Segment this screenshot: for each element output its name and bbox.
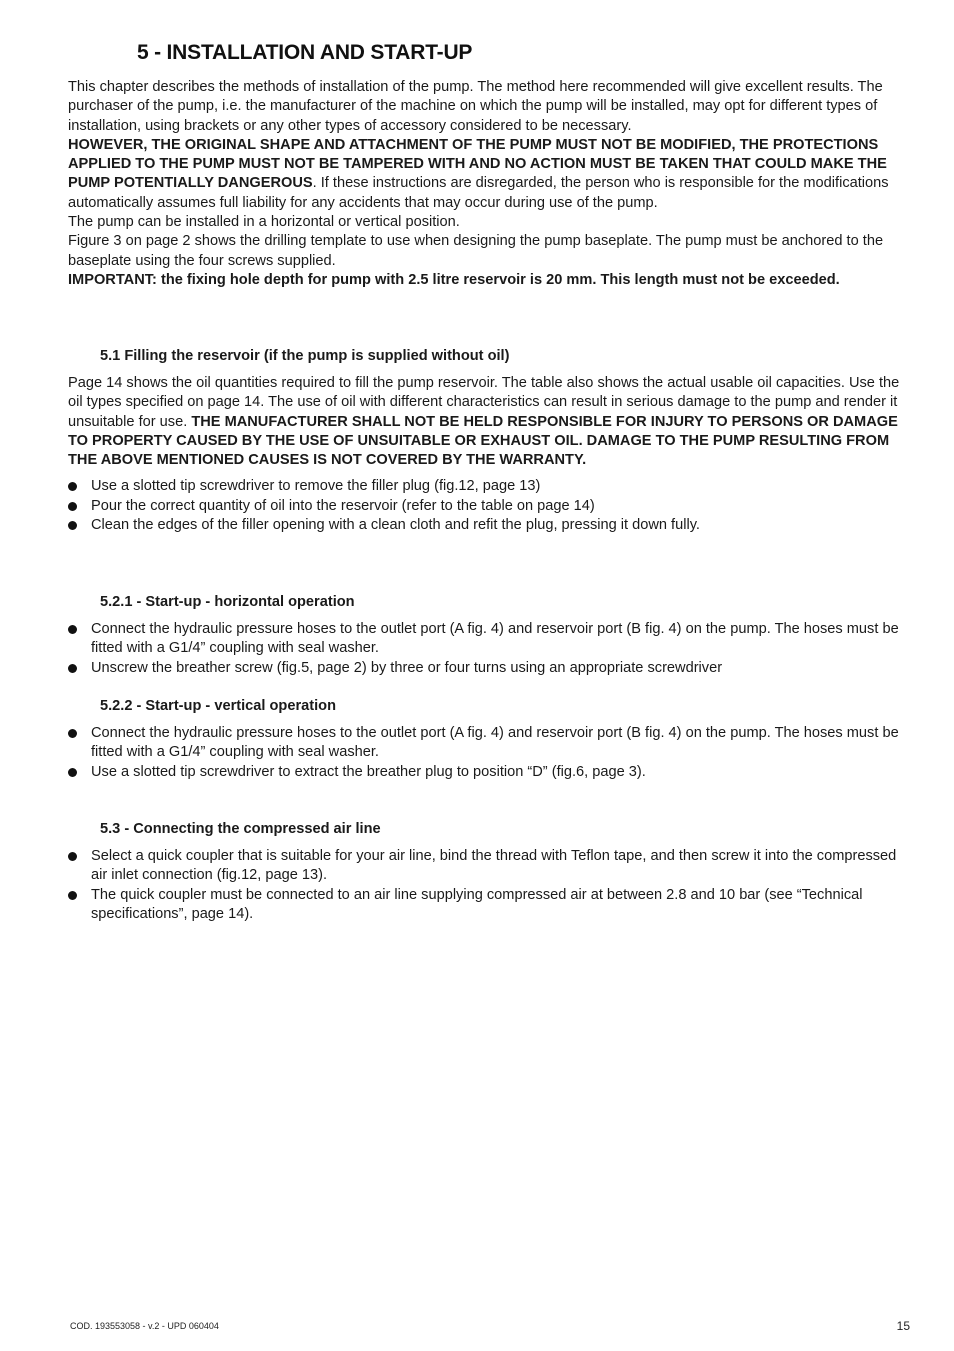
section-5-3-title: 5.3 - Connecting the compressed air line	[100, 821, 381, 837]
footer-page-number: 15	[896, 1319, 910, 1333]
section-5-1-warning-bold: THE MANUFACTURER SHALL NOT BE HELD RESPONSIBLE FOR INJURY TO PERSONS OR DAMAGE TO PROPERTY CAUSED BY THE USE OF UNSUITABLE OR EXHAUST OIL. DAMAGE TO THE PUMP RESULTING FROM THE ABOVE MENTIONED CAUSES IS NOT COVERED BY THE WARRANTY.	[68, 413, 898, 469]
list-item	[68, 659, 913, 678]
list-item-text: Pour the correct quantity of oil into the reservoir (refer to the table on page 14)	[91, 497, 595, 514]
bullet-icon	[68, 891, 77, 900]
list-item-text: Unscrew the breather screw (fig.5, page 2) by three or four turns using an appropriate screwdriver	[91, 659, 723, 676]
intro-text-a: This chapter describes the methods of installation of the pump. The method here recommended will give excellent results. The purchaser of the pump, i.e. the manufacturer of the machine on which the pump will be installed, may opt for different types of installation, using brackets or any other types of accessory considered to be necessary.	[68, 79, 883, 134]
footer-document-code: COD. 193553058 - v.2 - UPD 060404	[70, 1321, 219, 1331]
section-5-2-2-title: 5.2.2 - Start-up - vertical operation	[100, 698, 336, 714]
bullet-icon	[68, 502, 77, 511]
intro-important-note: IMPORTANT: the fixing hole depth for pump with 2.5 litre reservoir is 20 mm. This length must not be exceeded.	[68, 271, 840, 288]
list-item	[68, 847, 913, 886]
section-5-1-body	[68, 374, 913, 535]
list-item	[68, 497, 913, 516]
section-5-1-title: 5.1 Filling the reservoir (if the pump is supplied without oil)	[100, 348, 510, 364]
section-5-1-text-a: Page 14 shows the oil quantities required to fill the pump reservoir. The table also shows the actual usable oil capacities. Use the oil types specified on page 14. The use of oil with different characteristics can result in serious damage to the pump and render it unsuitable for use.	[68, 375, 900, 430]
section-5-2-1-list	[68, 620, 913, 678]
section-5-3-body	[68, 847, 913, 924]
section-5-2-1-body	[68, 620, 913, 678]
bullet-icon	[68, 729, 77, 738]
list-item-text: The quick coupler must be connected to an air line supplying compressed air at between 2.8 and 10 bar (see “Technical specifications”, page 14).	[91, 886, 863, 922]
intro-section	[68, 78, 913, 290]
page-title: 5 - INSTALLATION AND START-UP	[137, 41, 473, 64]
bullet-icon	[68, 852, 77, 861]
list-item-text: Clean the edges of the filler opening with a clean cloth and refit the plug, pressing it down fully.	[91, 517, 700, 534]
intro-warning-bold: HOWEVER, THE ORIGINAL SHAPE AND ATTACHMENT OF THE PUMP MUST NOT BE MODIFIED, THE PROTECTIONS APPLIED TO THE PUMP MUST NOT BE TAMPERED WITH AND NO ACTION MUST BE TAKEN THAT COULD MAKE THE PUMP POTENTIALLY DANGEROUS	[68, 136, 887, 192]
list-item-text: Use a slotted tip screwdriver to extract the breather plug to position “D” (fig.6, page 3).	[91, 763, 646, 780]
list-item-text: Connect the hydraulic pressure hoses to the outlet port (A fig. 4) and reservoir port (B fig. 4) on the pump. The hoses must be fitted with a G1/4” coupling with seal washer.	[91, 725, 899, 761]
list-item	[68, 886, 913, 925]
section-5-1-text	[68, 374, 913, 470]
list-item-text: Connect the hydraulic pressure hoses to the outlet port (A fig. 4) and reservoir port (B fig. 4) on the pump. The hoses must be fitted with a G1/4” coupling with seal washer.	[91, 621, 899, 657]
section-5-3-list	[68, 847, 913, 924]
bullet-icon	[68, 482, 77, 491]
section-5-2-2-body	[68, 724, 913, 782]
intro-paragraph-3: Figure 3 on page 2 shows the drilling template to use when designing the pump baseplate. The pump must be anchored to the baseplate using the four screws supplied.	[68, 233, 884, 269]
bullet-icon	[68, 625, 77, 634]
bullet-icon	[68, 768, 77, 777]
bullet-icon	[68, 664, 77, 673]
intro-paragraph-2: The pump can be installed in a horizontal or vertical position.	[68, 214, 460, 231]
intro-text-b: . If these instructions are disregarded, the person who is responsible for the modifications automatically assumes full liability for any accidents that may occur during use of the pump.	[68, 175, 889, 211]
section-5-1-list	[68, 477, 913, 535]
section-5-2-2-list	[68, 724, 913, 782]
list-item	[68, 763, 913, 782]
list-item	[68, 724, 913, 763]
list-item-text: Use a slotted tip screwdriver to remove the filler plug (fig.12, page 13)	[91, 478, 541, 495]
list-item	[68, 620, 913, 659]
list-item	[68, 516, 913, 535]
list-item	[68, 477, 913, 496]
list-item-text: Select a quick coupler that is suitable for your air line, bind the thread with Teflon tape, and then screw it into the compressed air inlet connection (fig.12, page 13).	[91, 848, 897, 884]
section-5-2-1-title: 5.2.1 - Start-up - horizontal operation	[100, 594, 355, 610]
bullet-icon	[68, 521, 77, 530]
intro-paragraph-1	[68, 78, 913, 213]
